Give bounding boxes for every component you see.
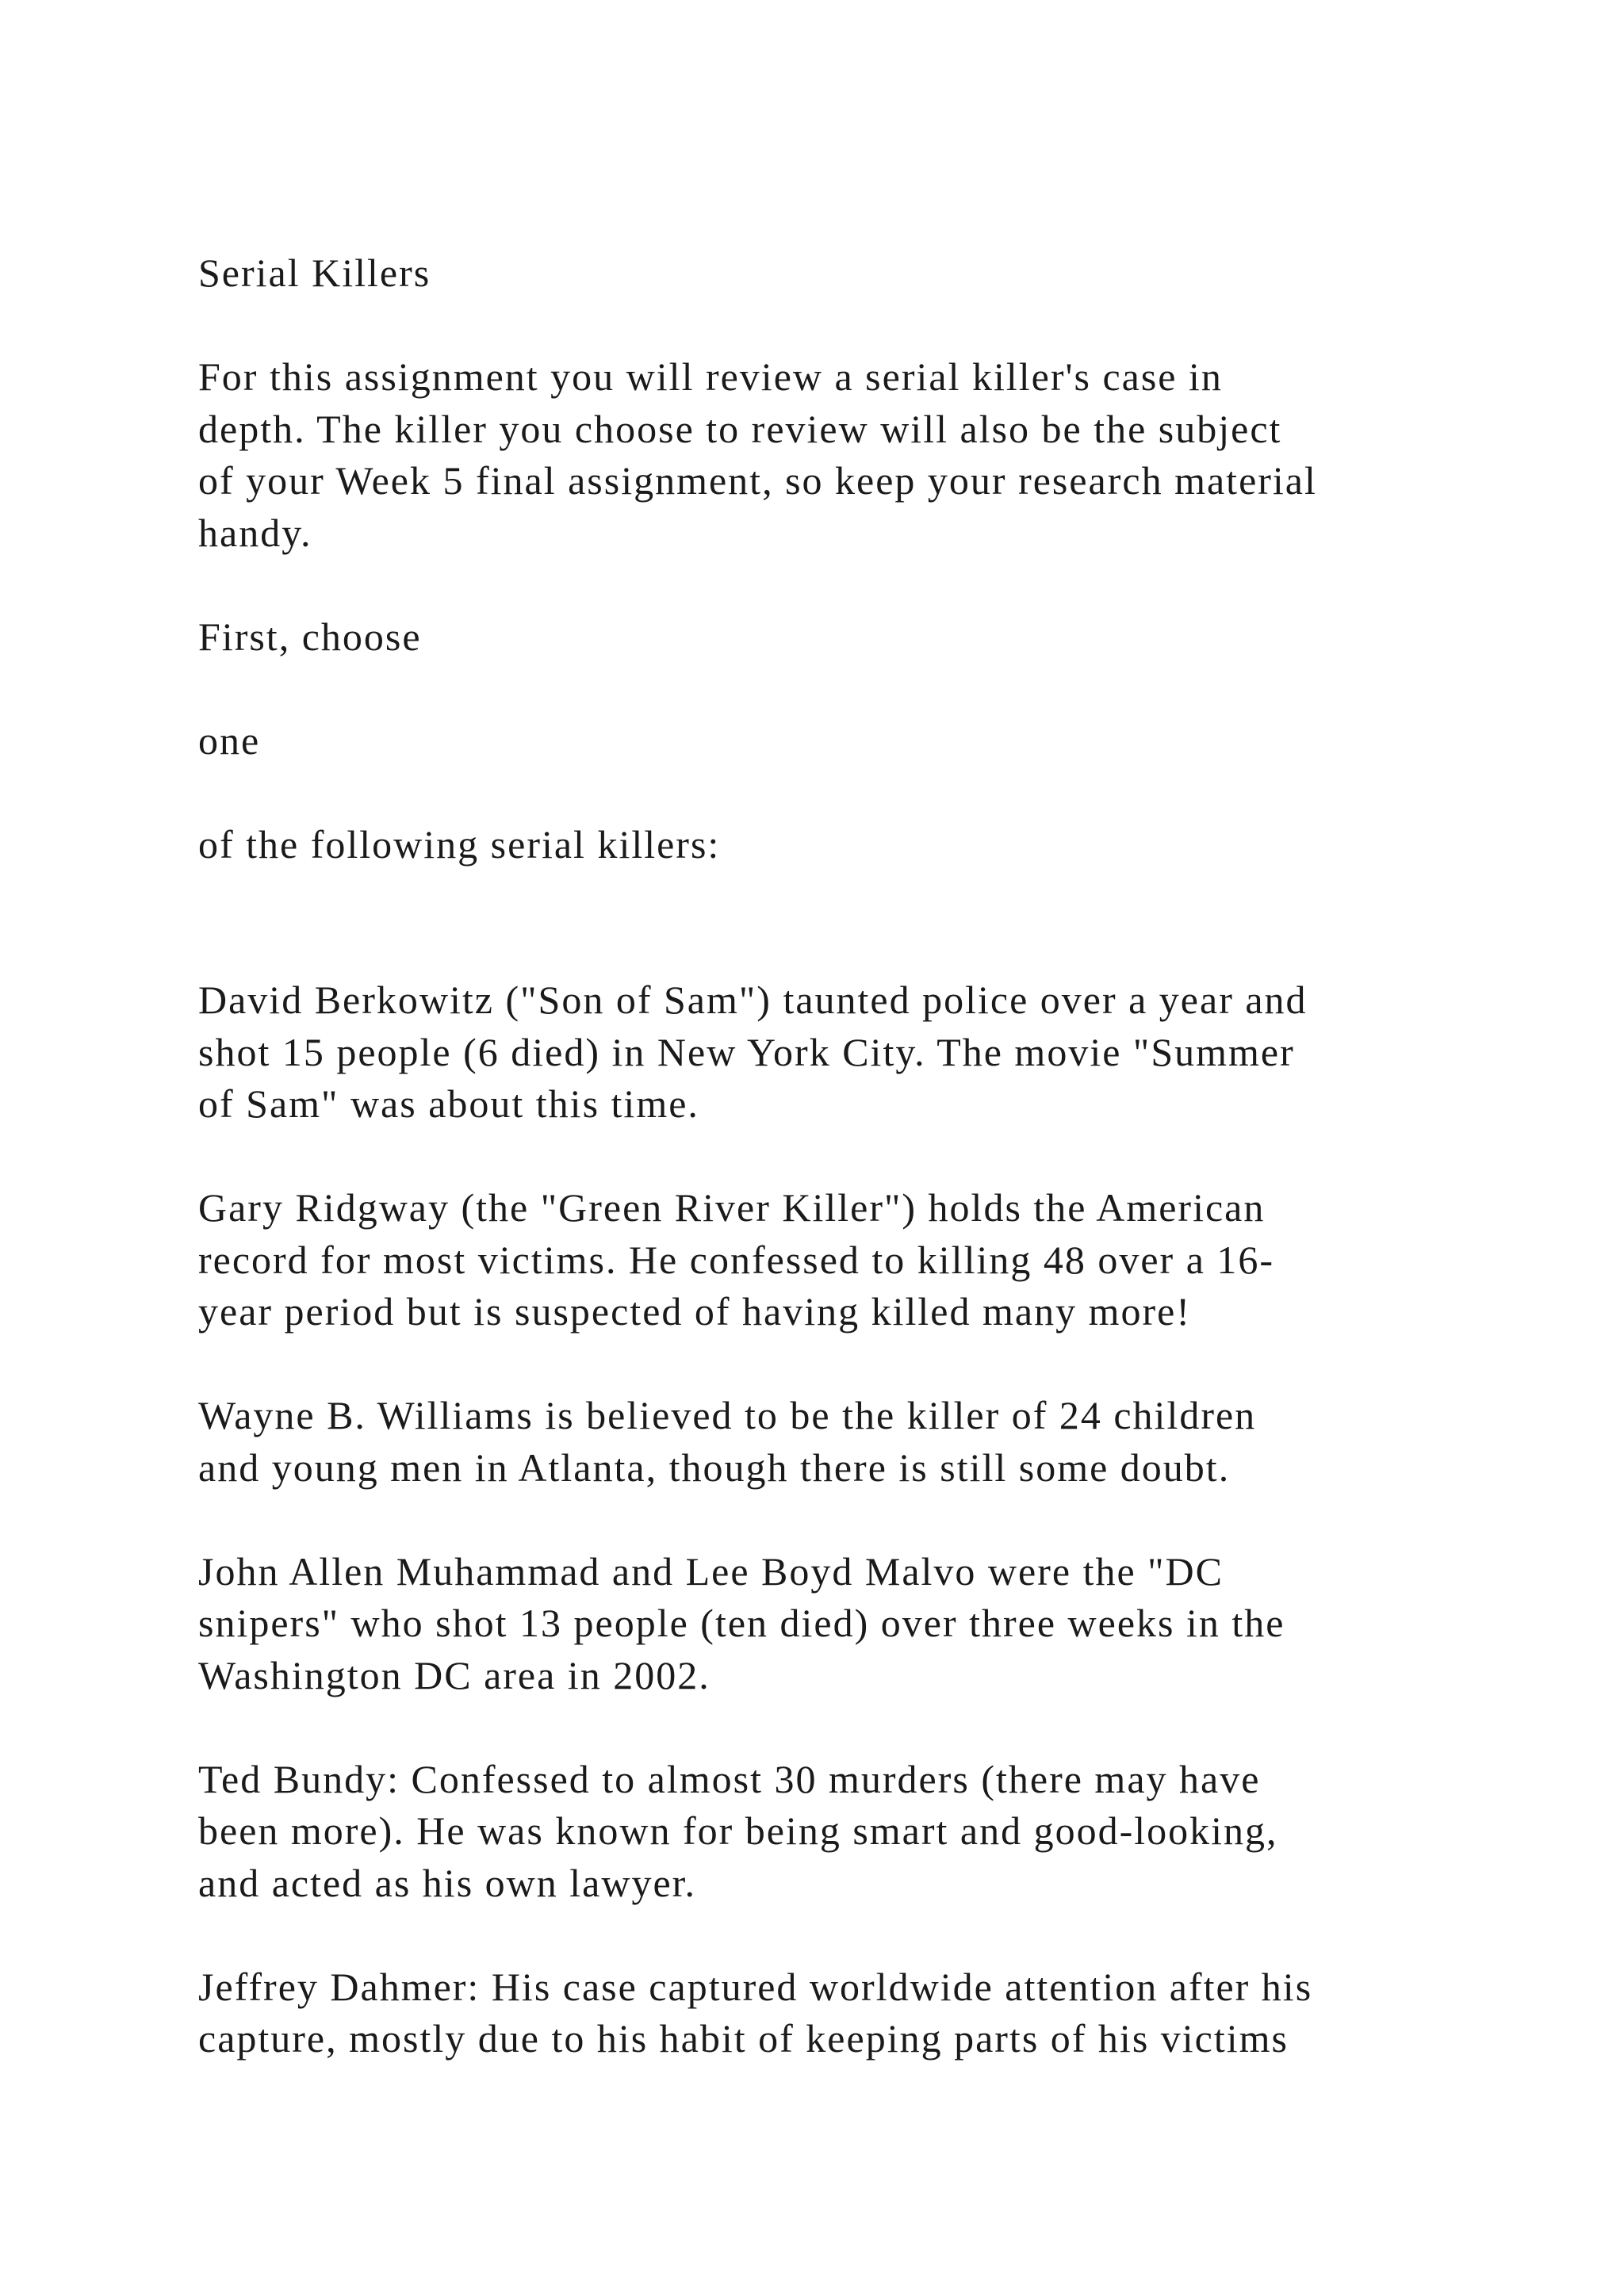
killer-entry-berkowitz — [198, 974, 1451, 1131]
intro-line: For this assignment you will review a serial killer's case in — [198, 354, 1223, 399]
killer-entry-dc-snipers — [198, 1546, 1451, 1702]
killer-entry-line: year period but is suspected of having killed many more! — [198, 1289, 1191, 1334]
killer-entry-line: record for most victims. He confessed to killing 48 over a 16- — [198, 1237, 1275, 1282]
choose-paragraph-3 — [198, 819, 1451, 871]
killer-entry-dahmer — [198, 1961, 1451, 2065]
choose-text: of the following serial killers: — [198, 821, 721, 867]
killer-entry-williams — [198, 1390, 1451, 1494]
document-body — [198, 247, 1451, 2065]
killer-entry-line: capture, mostly due to his habit of keeping parts of his victims — [198, 2016, 1289, 2061]
intro-line: depth. The killer you choose to review will also be the subject — [198, 406, 1282, 451]
killer-entry-line: Jeffrey Dahmer: His case captured worldwide attention after his — [198, 1964, 1313, 2009]
killer-entry-bundy — [198, 1754, 1451, 1910]
killer-entry-line: been more). He was known for being smart and good-looking, — [198, 1808, 1278, 1853]
killer-entry-line: David Berkowitz ("Son of Sam") taunted police over a year and — [198, 978, 1308, 1022]
killer-entry-line: of Sam" was about this time. — [198, 1081, 699, 1126]
intro-line: handy. — [198, 510, 312, 555]
choose-emphasis-text: one — [198, 718, 261, 763]
document-title — [198, 247, 1451, 300]
killer-entry-line: shot 15 people (6 died) in New York City. The movie "Summer — [198, 1029, 1295, 1074]
killer-entry-line: and acted as his own lawyer. — [198, 1860, 697, 1905]
choose-text: First, choose — [198, 614, 422, 659]
killer-entry-line: snipers" who shot 13 people (ten died) over three weeks in the — [198, 1601, 1285, 1645]
killer-entry-line: Gary Ridgway (the "Green River Killer") holds the American — [198, 1185, 1266, 1230]
choose-paragraph-2 — [198, 715, 1451, 767]
killer-entry-ridgway — [198, 1182, 1451, 1338]
killer-entry-line: Ted Bundy: Confessed to almost 30 murders (there may have — [198, 1756, 1261, 1801]
choose-paragraph-1 — [198, 611, 1451, 664]
blank-line — [198, 923, 1451, 975]
killer-entry-line: Washington DC area in 2002. — [198, 1652, 710, 1697]
killer-entry-line: and young men in Atlanta, though there is still some doubt. — [198, 1445, 1231, 1490]
title-text: Serial Killers — [198, 251, 431, 295]
intro-line: of your Week 5 final assignment, so keep your research material — [198, 458, 1317, 503]
intro-paragraph — [198, 351, 1451, 559]
killer-entry-line: Wayne B. Williams is believed to be the killer of 24 children — [198, 1393, 1257, 1437]
killer-entry-line: John Allen Muhammad and Lee Boyd Malvo were the "DC — [198, 1548, 1224, 1594]
